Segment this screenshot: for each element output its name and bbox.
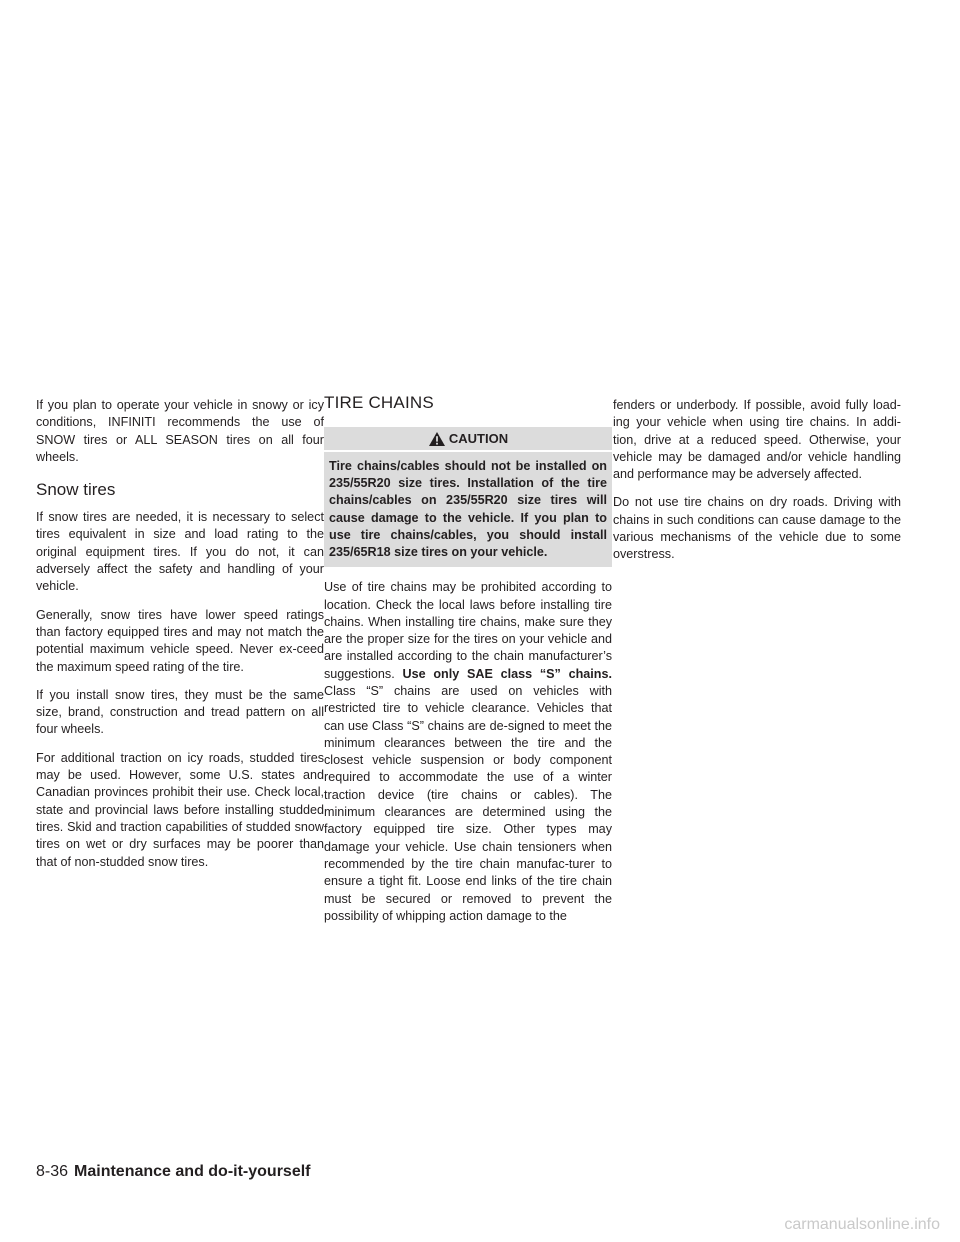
tire-chains-text-start: Use of tire chains may be prohibited according to location. Check the local laws before installing tire chains. When installing tire chains, make sure they are the proper size for the tires on your vehicle and are installed according to the chain manufacturer’s suggestions. <box>324 580 612 681</box>
tire-chains-continued: fenders or underbody. If possible, avoid fully load-ing your vehicle when using tire chains. In addi-tion, drive at a reduced speed. Otherwise, your vehicle may be damaged and/or vehicle handling and performance may be adversely affected. <box>613 398 901 482</box>
caution-label: CAUTION <box>448 431 509 446</box>
column-left <box>36 397 324 882</box>
snow-tires-paragraph-3: If you install snow tires, they must be the same size, brand, construction and tread pattern on all four wheels. <box>36 687 324 737</box>
snow-tires-paragraph-4: For additional traction on icy roads, studded tires may be used. However, some U.S. states and Canadian provinces prohibit their use. Check local, state and provincial laws before installing studded tires. Skid and traction capabilities of studded snow tires on wet or dry surfaces may be poorer than that of non-studded snow tires. <box>36 750 324 869</box>
chapter-title: Maintenance and do-it-yourself <box>74 1163 311 1180</box>
column-middle <box>324 393 612 936</box>
tire-chains-text-end: Class “S” chains are used on vehicles with restricted tire to vehicle clearance. Vehicles that can use Class “S” chains are de-signed to meet the minimum clearances between the tire and the closest vehicle suspension or body component required to accommodate the use of a winter traction device (tire chains or cables). The minimum clearances are determined using the factory equipped tire size. Other types may damage your vehicle. Use chain tensioners when recommended by the tire chain manufac-turer to ensure a tight fit. Loose end links of the tire chain must be secured or removed to prevent the possibility of whipping action damage to the <box>324 684 612 923</box>
caution-box <box>324 427 612 567</box>
caution-text: Tire chains/cables should not be installed on 235/55R20 size tires. Installation of the tire chains/cables on 235/55R20 size tires will cause damage to the vehicle. If you plan to use tire chains/cables, you should install 235/65R18 size tires on your vehicle. <box>329 459 607 560</box>
watermark: carmanualsonline.info <box>784 1216 940 1233</box>
page-footer <box>36 1163 311 1181</box>
caution-header <box>324 427 612 452</box>
snow-tires-paragraph-2: Generally, snow tires have lower speed ratings than factory equipped tires and may not match the potential maximum vehicle speed. Never ex-ceed the maximum speed rating of the tire. <box>36 607 324 674</box>
snow-tires-heading: Snow tires <box>36 480 116 500</box>
page-number: 8-36 <box>36 1163 69 1180</box>
snow-tires-paragraph-1: If snow tires are needed, it is necessary to select tires equivalent in size and load rating to the original equipment tires. If you do not, it can adversely affect the safety and handling of your vehicle. <box>36 510 324 594</box>
tire-chains-heading: TIRE CHAINS <box>324 393 434 412</box>
column-right <box>613 397 901 575</box>
dry-roads-paragraph: Do not use tire chains on dry roads. Driving with chains in such conditions can cause damage to the various mechanisms of the vehicle due to some overstress. <box>613 495 901 562</box>
intro-paragraph: If you plan to operate your vehicle in snowy or icy conditions, INFINITI recommends the use of SNOW tires or ALL SEASON tires on all four wheels. <box>36 398 324 464</box>
tire-chains-paragraph <box>324 579 612 925</box>
warning-triangle-icon <box>428 431 446 447</box>
sae-class-s-emphasis: Use only SAE class “S” chains. <box>402 666 612 681</box>
